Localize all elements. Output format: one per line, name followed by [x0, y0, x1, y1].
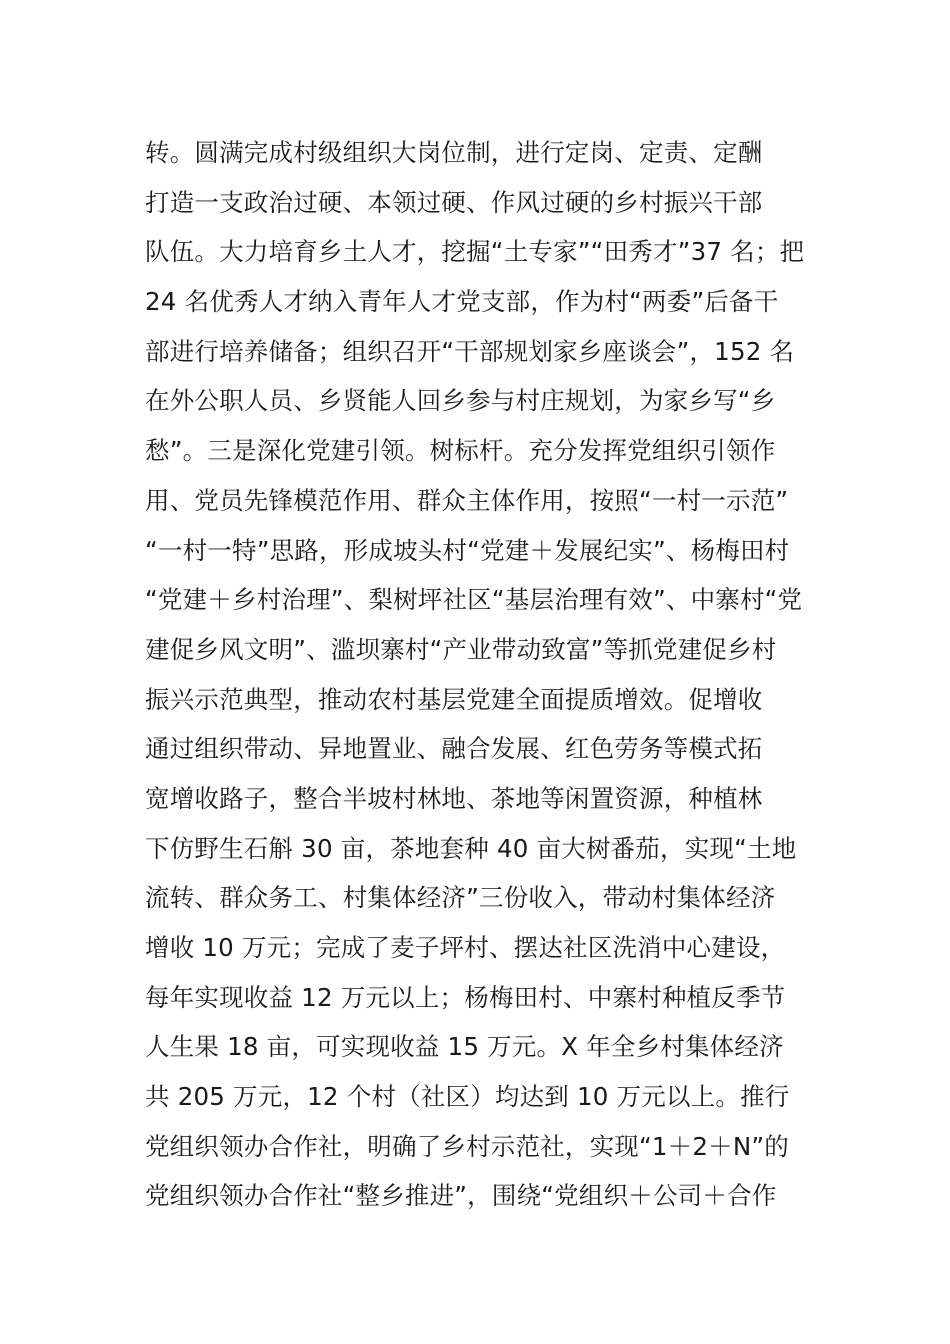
text-line: 建促乡风文明”、滥坝寨村“产业带动致富”等抓党建促乡村 — [145, 634, 777, 664]
text-line: 共 205 万元，12 个村（社区）均达到 10 万元以上。推行 — [145, 1082, 790, 1112]
text-line: 宽增收路子，整合半坡村林地、茶地等闲置资源，种植林 — [145, 783, 763, 813]
text-line: 24 名优秀人才纳入青年人才党支部，作为村“两委”后备干 — [145, 287, 779, 317]
text-line: 部进行培养储备；组织召开“干部规划家乡座谈会”，152 名 — [145, 336, 795, 366]
text-line: 转。圆满完成村级组织大岗位制，进行定岗、定责、定酬 — [145, 138, 763, 167]
text-line: 人生果 18 亩，可实现收益 15 万元。X 年全乡村集体经济 — [145, 1032, 784, 1062]
text-line: 愁”。三是深化党建引领。树标杆。充分发挥党组织引领作 — [145, 436, 776, 466]
text-line: 每年实现收益 12 万元以上；杨梅田村、中寨村种植反季节 — [145, 982, 786, 1012]
text-line: 党组织领办合作社“整乡推进”，围绕“党组织＋公司＋合作 — [145, 1181, 777, 1211]
text-line: 队伍。大力培育乡土人才，挖掘“土专家”“田秀才”37 名；把 — [145, 237, 805, 267]
text-line: 党组织领办合作社，明确了乡村示范社，实现“1＋2＋N”的 — [145, 1131, 789, 1161]
text-line: 增收 10 万元；完成了麦子坪村、摆达社区洗消中心建设， — [145, 933, 786, 962]
text-line: 打造一支政治过硬、本领过硬、作风过硬的乡村振兴干部 — [145, 187, 763, 217]
text-line: 用、党员先锋模范作用、群众主体作用，按照“一村一示范” — [145, 485, 789, 515]
text-line: 下仿野生石斛 30 亩，茶地套种 40 亩大树番茄，实现“土地 — [145, 833, 797, 863]
text-line: 在外公职人员、乡贤能人回乡参与村庄规划，为家乡写“乡 — [145, 386, 776, 416]
text-line: 振兴示范典型，推动农村基层党建全面提质增效。促增收 — [145, 684, 763, 714]
text-line: “一村一特”思路，形成坡头村“党建＋发展纪实”、杨梅田村 — [145, 535, 790, 565]
body-text — [145, 128, 815, 1221]
text-line: 流转、群众务工、村集体经济”三份收入，带动村集体经济 — [145, 883, 776, 913]
text-line: “党建＋乡村治理”、梨树坪社区“基层治理有效”、中寨村“党 — [145, 585, 803, 615]
text-line: 通过组织带动、异地置业、融合发展、红色劳务等模式拓 — [145, 734, 763, 764]
